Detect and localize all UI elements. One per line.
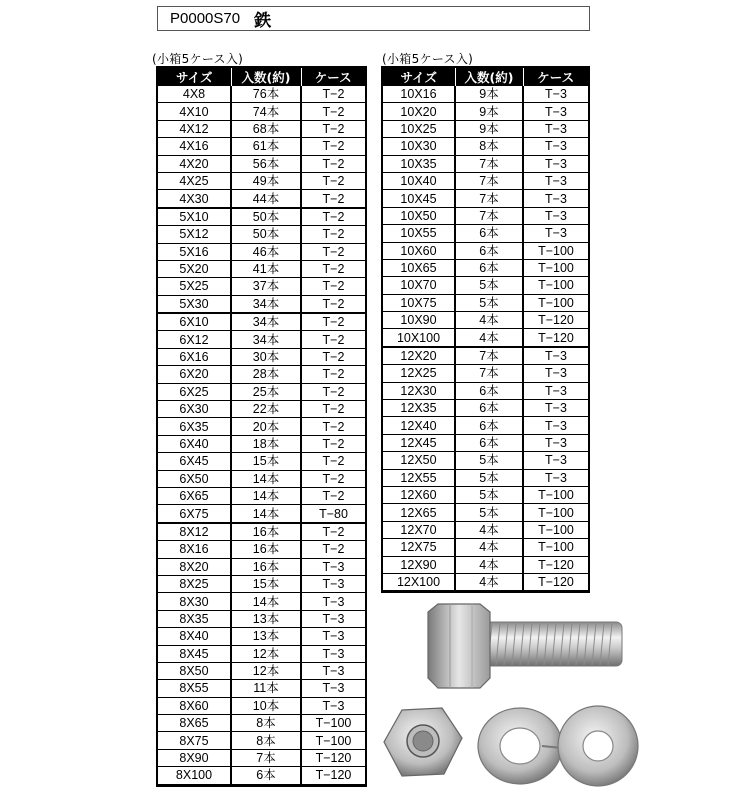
cell-case: T−3 bbox=[523, 155, 588, 172]
cell-case: T−3 bbox=[523, 400, 588, 417]
cell-qty: 8本 bbox=[231, 715, 301, 732]
cell-qty: 37本 bbox=[231, 278, 301, 295]
cell-size: 6X45 bbox=[158, 453, 231, 470]
cell-size: 4X12 bbox=[158, 120, 231, 137]
cell-size: 4X8 bbox=[158, 86, 231, 103]
cell-case: T−3 bbox=[301, 593, 365, 610]
cell-case: T−3 bbox=[523, 138, 588, 155]
cell-qty: 4本 bbox=[455, 312, 523, 329]
cell-case: T−3 bbox=[301, 575, 365, 592]
table-row bbox=[158, 697, 365, 714]
cell-qty: 6本 bbox=[455, 434, 523, 451]
cell-size: 10X60 bbox=[383, 242, 455, 259]
cell-case: T−3 bbox=[301, 645, 365, 662]
table-row bbox=[158, 313, 365, 331]
cell-qty: 5本 bbox=[455, 294, 523, 311]
table-row bbox=[158, 190, 365, 208]
cell-qty: 6本 bbox=[455, 259, 523, 276]
cell-size: 6X75 bbox=[158, 505, 231, 523]
cell-case: T−2 bbox=[301, 435, 365, 452]
cell-qty: 14本 bbox=[231, 470, 301, 487]
cell-size: 10X45 bbox=[383, 190, 455, 207]
cell-qty: 14本 bbox=[231, 505, 301, 523]
table-row bbox=[158, 487, 365, 504]
cell-case: T−3 bbox=[523, 120, 588, 137]
table-row bbox=[158, 732, 365, 749]
cell-size: 8X25 bbox=[158, 575, 231, 592]
cell-qty: 14本 bbox=[231, 593, 301, 610]
cell-qty: 7本 bbox=[455, 347, 523, 365]
cell-qty: 6本 bbox=[455, 400, 523, 417]
cell-case: T−2 bbox=[301, 226, 365, 243]
cell-size: 8X20 bbox=[158, 558, 231, 575]
table-row bbox=[158, 628, 365, 645]
cell-size: 8X16 bbox=[158, 541, 231, 558]
table-row bbox=[158, 383, 365, 400]
cell-case: T−100 bbox=[523, 242, 588, 259]
cell-qty: 14本 bbox=[231, 487, 301, 504]
cell-qty: 6本 bbox=[455, 417, 523, 434]
cell-qty: 7本 bbox=[455, 190, 523, 207]
table-row bbox=[383, 190, 588, 207]
cell-case: T−2 bbox=[301, 103, 365, 120]
cell-size: 6X10 bbox=[158, 313, 231, 331]
cell-case: T−3 bbox=[523, 103, 588, 120]
table-row bbox=[383, 486, 588, 503]
cell-case: T−3 bbox=[523, 365, 588, 382]
table-row bbox=[383, 573, 588, 590]
cell-size: 12X100 bbox=[383, 573, 455, 590]
table-row bbox=[383, 155, 588, 172]
table-header-row bbox=[158, 68, 365, 86]
cell-case: T−3 bbox=[523, 207, 588, 224]
table-row bbox=[383, 120, 588, 137]
cell-case: T−3 bbox=[523, 347, 588, 365]
cell-size: 4X20 bbox=[158, 155, 231, 172]
cell-size: 6X16 bbox=[158, 348, 231, 365]
table-row bbox=[158, 366, 365, 383]
cell-case: T−120 bbox=[523, 573, 588, 590]
left-size-table bbox=[156, 66, 367, 787]
table-row bbox=[158, 523, 365, 541]
cell-qty: 18本 bbox=[231, 435, 301, 452]
cell-qty: 9本 bbox=[455, 103, 523, 120]
table-row bbox=[383, 294, 588, 311]
cell-qty: 74本 bbox=[231, 103, 301, 120]
cell-qty: 30本 bbox=[231, 348, 301, 365]
cell-case: T−120 bbox=[523, 312, 588, 329]
cell-case: T−2 bbox=[301, 155, 365, 172]
cell-case: T−100 bbox=[301, 715, 365, 732]
table-row bbox=[383, 452, 588, 469]
cell-qty: 15本 bbox=[231, 453, 301, 470]
cell-case: T−3 bbox=[301, 697, 365, 714]
cell-qty: 8本 bbox=[455, 138, 523, 155]
col-header-case: ケース bbox=[523, 68, 588, 86]
cell-size: 10X75 bbox=[383, 294, 455, 311]
cell-size: 4X25 bbox=[158, 172, 231, 189]
cell-size: 12X25 bbox=[383, 365, 455, 382]
cell-qty: 12本 bbox=[231, 662, 301, 679]
cell-size: 8X55 bbox=[158, 680, 231, 697]
cell-size: 6X65 bbox=[158, 487, 231, 504]
cell-qty: 76本 bbox=[231, 86, 301, 103]
cell-size: 12X90 bbox=[383, 556, 455, 573]
cell-size: 6X35 bbox=[158, 418, 231, 435]
table-row bbox=[158, 680, 365, 697]
table-row bbox=[383, 347, 588, 365]
cell-qty: 20本 bbox=[231, 418, 301, 435]
cell-qty: 4本 bbox=[455, 573, 523, 590]
cell-size: 12X35 bbox=[383, 400, 455, 417]
table-row bbox=[383, 539, 588, 556]
table-row bbox=[383, 172, 588, 189]
right-size-table bbox=[381, 66, 590, 593]
cell-qty: 6本 bbox=[455, 382, 523, 399]
cell-size: 6X40 bbox=[158, 435, 231, 452]
cell-size: 8X50 bbox=[158, 662, 231, 679]
table-row bbox=[383, 329, 588, 347]
cell-case: T−80 bbox=[301, 505, 365, 523]
table-row bbox=[158, 715, 365, 732]
table-row bbox=[383, 277, 588, 294]
cell-case: T−3 bbox=[301, 680, 365, 697]
table-row bbox=[158, 260, 365, 277]
table-row bbox=[383, 417, 588, 434]
cell-qty: 56本 bbox=[231, 155, 301, 172]
cell-case: T−2 bbox=[301, 190, 365, 208]
cell-qty: 12本 bbox=[231, 645, 301, 662]
cell-size: 10X20 bbox=[383, 103, 455, 120]
table-row bbox=[158, 103, 365, 120]
cell-qty: 10本 bbox=[231, 697, 301, 714]
table-row bbox=[383, 365, 588, 382]
table-row bbox=[158, 155, 365, 172]
cell-qty: 61本 bbox=[231, 138, 301, 155]
cell-qty: 9本 bbox=[455, 120, 523, 137]
cell-case: T−100 bbox=[301, 732, 365, 749]
cell-qty: 25本 bbox=[231, 383, 301, 400]
table-row bbox=[158, 401, 365, 418]
cell-case: T−2 bbox=[301, 366, 365, 383]
table-row bbox=[158, 662, 365, 679]
table-row bbox=[158, 558, 365, 575]
cell-qty: 50本 bbox=[231, 208, 301, 226]
table-row bbox=[383, 556, 588, 573]
table-row bbox=[158, 172, 365, 189]
cell-case: T−2 bbox=[301, 348, 365, 365]
col-header-size: サイズ bbox=[383, 68, 455, 86]
cell-case: T−100 bbox=[523, 259, 588, 276]
col-header-size: サイズ bbox=[158, 68, 231, 86]
cell-size: 5X25 bbox=[158, 278, 231, 295]
cell-size: 8X65 bbox=[158, 715, 231, 732]
table-row bbox=[383, 521, 588, 538]
cell-qty: 46本 bbox=[231, 243, 301, 260]
spring-washer-image bbox=[478, 708, 562, 784]
table-row bbox=[158, 86, 365, 103]
table-row bbox=[158, 120, 365, 137]
cell-case: T−120 bbox=[523, 329, 588, 347]
cell-size: 8X30 bbox=[158, 593, 231, 610]
cell-qty: 8本 bbox=[231, 732, 301, 749]
cell-case: T−120 bbox=[301, 767, 365, 784]
table-row bbox=[383, 242, 588, 259]
cell-case: T−3 bbox=[523, 417, 588, 434]
cell-case: T−3 bbox=[523, 452, 588, 469]
cell-qty: 7本 bbox=[455, 207, 523, 224]
table-row bbox=[158, 645, 365, 662]
cell-qty: 4本 bbox=[455, 521, 523, 538]
cell-case: T−2 bbox=[301, 295, 365, 313]
cell-size: 8X12 bbox=[158, 523, 231, 541]
cell-size: 8X100 bbox=[158, 767, 231, 784]
cell-case: T−3 bbox=[523, 469, 588, 486]
table-row bbox=[158, 610, 365, 627]
cell-size: 6X12 bbox=[158, 331, 231, 348]
cell-qty: 50本 bbox=[231, 226, 301, 243]
table-row bbox=[158, 435, 365, 452]
cell-qty: 41本 bbox=[231, 260, 301, 277]
cell-size: 8X45 bbox=[158, 645, 231, 662]
cell-qty: 11本 bbox=[231, 680, 301, 697]
cell-case: T−100 bbox=[523, 521, 588, 538]
cell-case: T−2 bbox=[301, 541, 365, 558]
cell-qty: 7本 bbox=[231, 749, 301, 766]
cell-qty: 5本 bbox=[455, 486, 523, 503]
cell-qty: 4本 bbox=[455, 556, 523, 573]
table-row bbox=[383, 103, 588, 120]
cell-qty: 16本 bbox=[231, 523, 301, 541]
cell-size: 8X75 bbox=[158, 732, 231, 749]
cell-size: 10X100 bbox=[383, 329, 455, 347]
table-row bbox=[158, 208, 365, 226]
cell-size: 5X20 bbox=[158, 260, 231, 277]
cell-size: 12X30 bbox=[383, 382, 455, 399]
cell-case: T−3 bbox=[301, 558, 365, 575]
flat-washer-image bbox=[558, 706, 638, 786]
cell-size: 5X30 bbox=[158, 295, 231, 313]
cell-qty: 5本 bbox=[455, 277, 523, 294]
table-row bbox=[158, 575, 365, 592]
table-row bbox=[383, 225, 588, 242]
table-row bbox=[383, 434, 588, 451]
table-row bbox=[158, 541, 365, 558]
cell-size: 5X12 bbox=[158, 226, 231, 243]
cell-size: 10X65 bbox=[383, 259, 455, 276]
cell-case: T−3 bbox=[301, 610, 365, 627]
table-row bbox=[158, 470, 365, 487]
cell-case: T−2 bbox=[301, 523, 365, 541]
cell-size: 12X45 bbox=[383, 434, 455, 451]
cell-case: T−3 bbox=[523, 434, 588, 451]
cell-qty: 28本 bbox=[231, 366, 301, 383]
table-row bbox=[158, 331, 365, 348]
cell-case: T−100 bbox=[523, 539, 588, 556]
cell-size: 10X90 bbox=[383, 312, 455, 329]
cell-size: 12X70 bbox=[383, 521, 455, 538]
col-header-case: ケース bbox=[301, 68, 365, 86]
cell-qty: 5本 bbox=[455, 469, 523, 486]
cell-case: T−2 bbox=[301, 487, 365, 504]
col-header-qty: 入数(約) bbox=[455, 68, 523, 86]
cell-size: 8X40 bbox=[158, 628, 231, 645]
table-row bbox=[158, 505, 365, 523]
cell-size: 12X55 bbox=[383, 469, 455, 486]
table-row bbox=[383, 469, 588, 486]
cell-size: 10X70 bbox=[383, 277, 455, 294]
cell-size: 12X20 bbox=[383, 347, 455, 365]
table-row bbox=[383, 382, 588, 399]
cell-size: 12X60 bbox=[383, 486, 455, 503]
product-code: P0000S70 bbox=[170, 10, 241, 27]
cell-case: T−2 bbox=[301, 401, 365, 418]
cell-qty: 15本 bbox=[231, 575, 301, 592]
cell-qty: 34本 bbox=[231, 331, 301, 348]
cell-size: 12X75 bbox=[383, 539, 455, 556]
cell-size: 10X40 bbox=[383, 172, 455, 189]
cell-case: T−2 bbox=[301, 208, 365, 226]
cell-case: T−2 bbox=[301, 278, 365, 295]
cell-case: T−100 bbox=[523, 294, 588, 311]
cell-qty: 34本 bbox=[231, 313, 301, 331]
cell-size: 5X10 bbox=[158, 208, 231, 226]
cell-qty: 16本 bbox=[231, 558, 301, 575]
table-row bbox=[158, 138, 365, 155]
cell-qty: 68本 bbox=[231, 120, 301, 137]
cell-qty: 5本 bbox=[455, 452, 523, 469]
cell-case: T−120 bbox=[301, 749, 365, 766]
table-header-row bbox=[383, 68, 588, 86]
cell-case: T−100 bbox=[523, 277, 588, 294]
table-row bbox=[158, 278, 365, 295]
cell-case: T−3 bbox=[301, 628, 365, 645]
right-caption: (小箱5ケース入) bbox=[382, 52, 474, 66]
cell-size: 10X50 bbox=[383, 207, 455, 224]
cell-case: T−100 bbox=[523, 486, 588, 503]
cell-qty: 22本 bbox=[231, 401, 301, 418]
cell-size: 12X50 bbox=[383, 452, 455, 469]
cell-case: T−2 bbox=[301, 418, 365, 435]
col-header-qty: 入数(約) bbox=[231, 68, 301, 86]
cell-size: 4X16 bbox=[158, 138, 231, 155]
cell-case: T−2 bbox=[301, 470, 365, 487]
cell-size: 8X60 bbox=[158, 697, 231, 714]
cell-case: T−2 bbox=[301, 120, 365, 137]
cell-case: T−2 bbox=[301, 313, 365, 331]
cell-qty: 13本 bbox=[231, 610, 301, 627]
table-row bbox=[158, 295, 365, 313]
cell-size: 8X35 bbox=[158, 610, 231, 627]
cell-case: T−3 bbox=[523, 190, 588, 207]
cell-case: T−3 bbox=[301, 662, 365, 679]
cell-size: 8X90 bbox=[158, 749, 231, 766]
bolt-image bbox=[428, 604, 622, 688]
table-row bbox=[383, 312, 588, 329]
cell-size: 6X20 bbox=[158, 366, 231, 383]
cell-qty: 49本 bbox=[231, 172, 301, 189]
table-row bbox=[383, 504, 588, 521]
cell-size: 10X35 bbox=[383, 155, 455, 172]
cell-case: T−2 bbox=[301, 453, 365, 470]
cell-case: T−3 bbox=[523, 382, 588, 399]
cell-size: 10X30 bbox=[383, 138, 455, 155]
table-row bbox=[158, 348, 365, 365]
cell-case: T−2 bbox=[301, 172, 365, 189]
cell-case: T−2 bbox=[301, 260, 365, 277]
cell-qty: 7本 bbox=[455, 155, 523, 172]
table-row bbox=[158, 767, 365, 784]
cell-case: T−2 bbox=[301, 243, 365, 260]
cell-case: T−2 bbox=[301, 86, 365, 103]
table-row bbox=[158, 453, 365, 470]
cell-qty: 4本 bbox=[455, 329, 523, 347]
cell-qty: 44本 bbox=[231, 190, 301, 208]
table-row bbox=[158, 749, 365, 766]
cell-size: 6X30 bbox=[158, 401, 231, 418]
cell-qty: 4本 bbox=[455, 539, 523, 556]
cell-size: 10X55 bbox=[383, 225, 455, 242]
table-row bbox=[158, 226, 365, 243]
cell-qty: 6本 bbox=[231, 767, 301, 784]
material-label: 鉄 bbox=[254, 11, 272, 31]
cell-case: T−120 bbox=[523, 556, 588, 573]
table-row bbox=[383, 400, 588, 417]
cell-qty: 16本 bbox=[231, 541, 301, 558]
cell-qty: 34本 bbox=[231, 295, 301, 313]
nut-image bbox=[384, 708, 462, 776]
cell-qty: 7本 bbox=[455, 172, 523, 189]
table-row bbox=[158, 418, 365, 435]
cell-qty: 13本 bbox=[231, 628, 301, 645]
cell-case: T−3 bbox=[523, 86, 588, 103]
left-caption: (小箱5ケース入) bbox=[152, 52, 244, 66]
cell-size: 10X16 bbox=[383, 86, 455, 103]
cell-case: T−2 bbox=[301, 331, 365, 348]
cell-case: T−3 bbox=[523, 172, 588, 189]
cell-size: 10X25 bbox=[383, 120, 455, 137]
cell-size: 4X10 bbox=[158, 103, 231, 120]
table-row bbox=[158, 593, 365, 610]
cell-size: 4X30 bbox=[158, 190, 231, 208]
cell-qty: 6本 bbox=[455, 225, 523, 242]
bolt-nut-washer-photo bbox=[380, 600, 640, 796]
cell-qty: 5本 bbox=[455, 504, 523, 521]
cell-case: T−2 bbox=[301, 138, 365, 155]
cell-case: T−100 bbox=[523, 504, 588, 521]
cell-size: 5X16 bbox=[158, 243, 231, 260]
cell-qty: 6本 bbox=[455, 242, 523, 259]
table-row bbox=[383, 138, 588, 155]
table-row bbox=[383, 86, 588, 103]
table-row bbox=[158, 243, 365, 260]
cell-size: 12X65 bbox=[383, 504, 455, 521]
table-row bbox=[383, 259, 588, 276]
cell-size: 12X40 bbox=[383, 417, 455, 434]
table-row bbox=[383, 207, 588, 224]
cell-qty: 7本 bbox=[455, 365, 523, 382]
cell-size: 6X25 bbox=[158, 383, 231, 400]
cell-size: 6X50 bbox=[158, 470, 231, 487]
cell-qty: 9本 bbox=[455, 86, 523, 103]
cell-case: T−2 bbox=[301, 383, 365, 400]
product-title-box bbox=[157, 6, 590, 31]
cell-case: T−3 bbox=[523, 225, 588, 242]
